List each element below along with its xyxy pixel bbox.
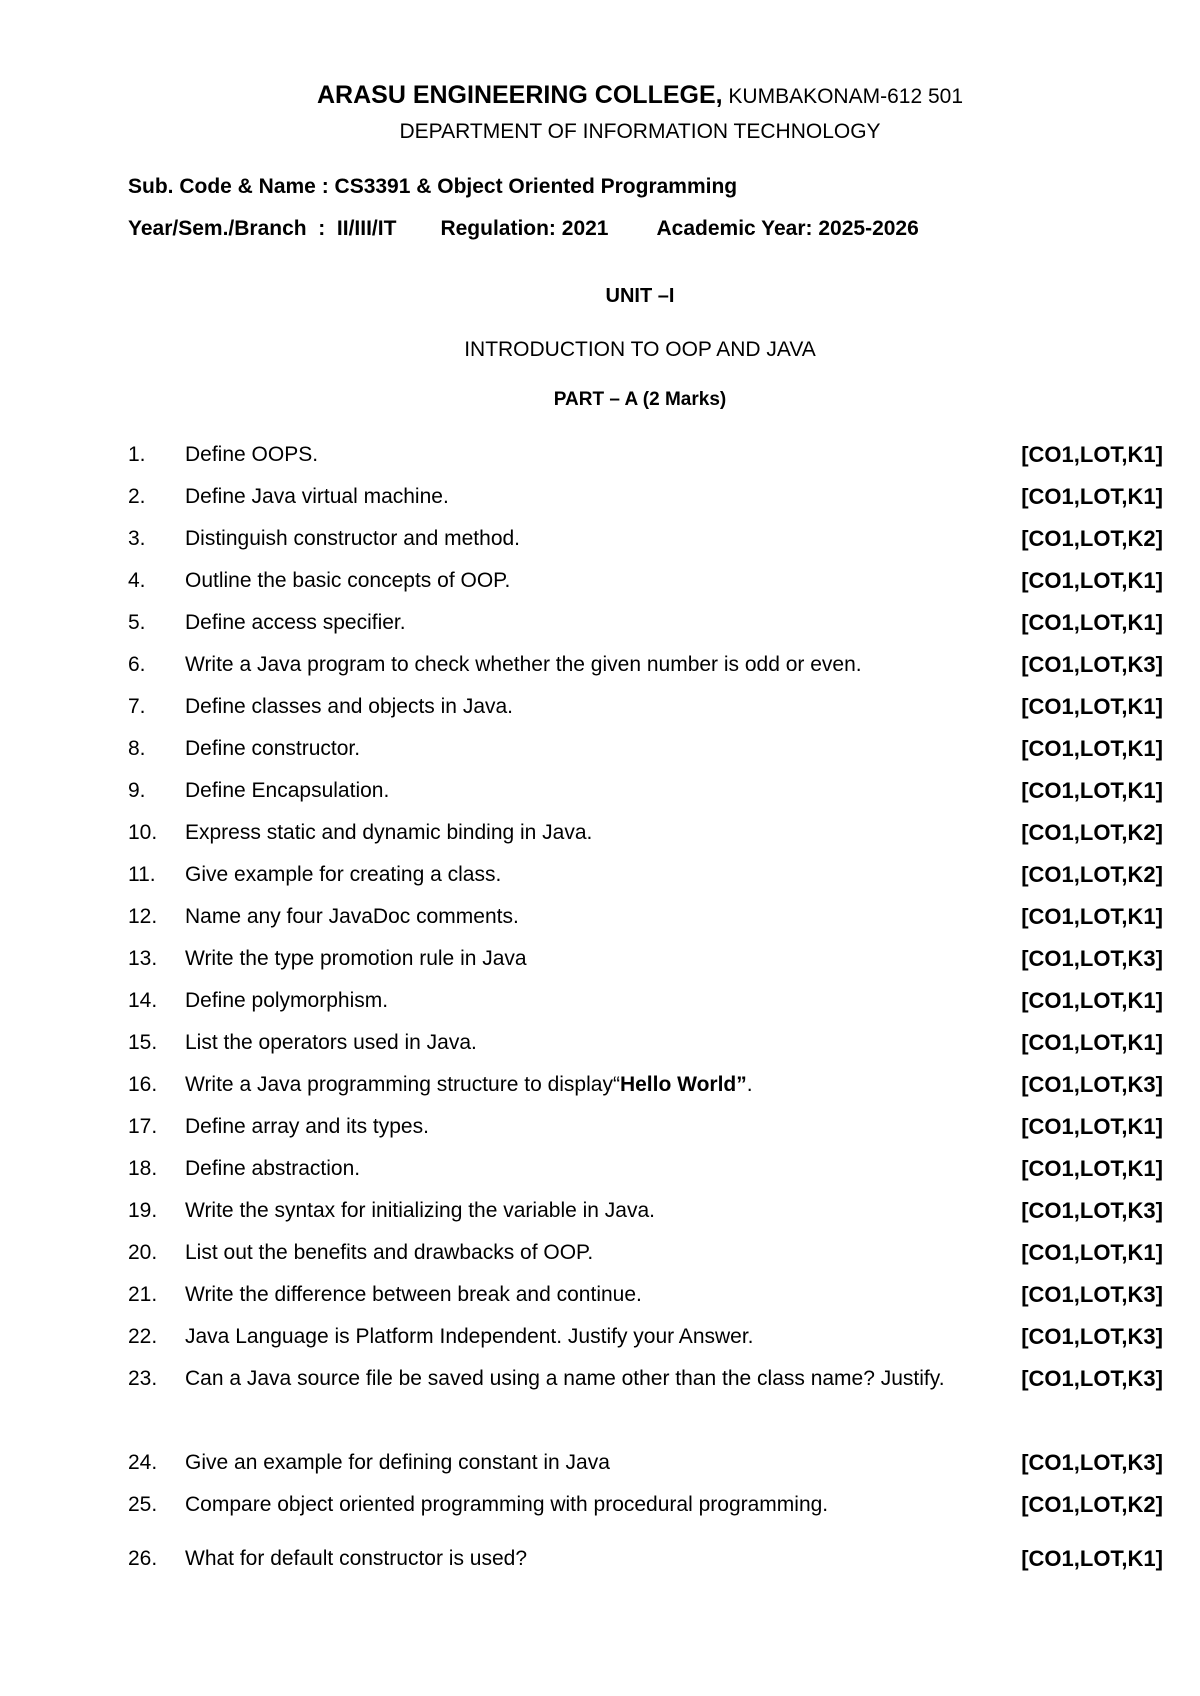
question-number: 13. (128, 947, 158, 970)
question-list (128, 434, 1163, 1580)
college-name: ARASU ENGINEERING COLLEGE, (316, 81, 723, 109)
question-co-tag: [CO1,LOT,K3] (1021, 1072, 1163, 1097)
question-co-tag: [CO1,LOT,K3] (1021, 1450, 1163, 1475)
question-co-tag: [CO1,LOT,K2] (1021, 862, 1163, 887)
question-text (185, 1064, 985, 1106)
question-number: 1. (128, 443, 146, 466)
question-text: Write the syntax for initializing the variable in Java. (185, 1199, 655, 1222)
question-co-tag: [CO1,LOT,K1] (1021, 568, 1163, 593)
question-number: 5. (128, 611, 146, 634)
question-number: 16. (128, 1073, 158, 1096)
unit-title: INTRODUCTION TO OOP AND JAVA (464, 338, 816, 361)
question-item (128, 1316, 1163, 1358)
question-number: 23. (128, 1367, 158, 1390)
subject-line: Sub. Code & Name : CS3391 & Object Oriented Programming (128, 175, 738, 198)
question-number: 14. (128, 989, 158, 1012)
question-item (128, 1484, 1163, 1526)
question-text: Express static and dynamic binding in Java. (185, 821, 593, 844)
department-title: DEPARTMENT OF INFORMATION TECHNOLOGY (399, 120, 881, 143)
academic-year: Academic Year: 2025-2026 (656, 217, 919, 240)
part-heading: PART – A (2 Marks) (553, 389, 727, 410)
question-co-tag: [CO1,LOT,K3] (1021, 652, 1163, 677)
question-item (128, 812, 1163, 854)
question-number: 21. (128, 1283, 158, 1306)
question-item (128, 728, 1163, 770)
question-text: Compare object oriented programming with procedural programming. (185, 1493, 829, 1516)
question-text: Define Java virtual machine. (185, 485, 449, 508)
question-co-tag: [CO1,LOT,K1] (1021, 1240, 1163, 1265)
question-co-tag: [CO1,LOT,K1] (1021, 988, 1163, 1013)
question-item (128, 644, 1163, 686)
question-item (128, 1190, 1163, 1232)
question-text-part: Write a Java programming structure to display“ (185, 1073, 620, 1096)
question-number: 19. (128, 1199, 158, 1222)
question-number: 12. (128, 905, 158, 928)
question-text: Name any four JavaDoc comments. (185, 905, 519, 928)
question-item (128, 1106, 1163, 1148)
question-item (128, 1358, 1163, 1442)
question-text: What for default constructor is used? (185, 1547, 527, 1570)
question-number: 26. (128, 1547, 158, 1570)
question-number: 24. (128, 1451, 158, 1474)
question-item (128, 1022, 1163, 1064)
question-number: 9. (128, 779, 146, 802)
question-number: 17. (128, 1115, 158, 1138)
question-text: List the operators used in Java. (185, 1031, 477, 1054)
year-sem-branch: Year/Sem./Branch : II/III/IT (128, 217, 397, 240)
question-number: 11. (128, 863, 156, 886)
question-co-tag: [CO1,LOT,K1] (1021, 736, 1163, 761)
question-item (128, 770, 1163, 812)
question-item (128, 1232, 1163, 1274)
question-item (128, 602, 1163, 644)
question-text: Give an example for defining constant in Java (185, 1451, 610, 1474)
question-co-tag: [CO1,LOT,K2] (1021, 1492, 1163, 1517)
question-item (128, 1148, 1163, 1190)
question-co-tag: [CO1,LOT,K1] (1021, 1156, 1163, 1181)
question-number: 4. (128, 569, 146, 592)
unit-label: UNIT –I (605, 285, 675, 307)
question-number: 25. (128, 1493, 158, 1516)
question-co-tag: [CO1,LOT,K3] (1021, 1324, 1163, 1349)
question-co-tag: [CO1,LOT,K3] (1021, 1198, 1163, 1223)
question-text: Can a Java source file be saved using a name other than the class name? Justify. (185, 1367, 945, 1390)
question-item (128, 1442, 1163, 1484)
college-location: KUMBAKONAM-612 501 (722, 85, 964, 108)
year-line (128, 215, 919, 243)
question-text: Define array and its types. (185, 1115, 429, 1138)
question-item (128, 980, 1163, 1022)
question-text: List out the benefits and drawbacks of OOP. (185, 1241, 594, 1264)
question-item (128, 896, 1163, 938)
question-text: Define abstraction. (185, 1157, 361, 1180)
question-item (128, 1274, 1163, 1316)
question-text: Give example for creating a class. (185, 863, 502, 886)
question-number: 7. (128, 695, 146, 718)
question-item (128, 686, 1163, 728)
college-header (0, 80, 1200, 112)
question-text-part: . (746, 1073, 753, 1096)
question-item (128, 476, 1163, 518)
question-co-tag: [CO1,LOT,K1] (1021, 610, 1163, 635)
question-item (128, 434, 1163, 476)
question-co-tag: [CO1,LOT,K3] (1021, 1366, 1163, 1391)
question-number: 10. (128, 821, 158, 844)
question-co-tag: [CO1,LOT,K1] (1021, 1114, 1163, 1139)
question-number: 6. (128, 653, 146, 676)
question-item (128, 560, 1163, 602)
question-text: Write a Java program to check whether the given number is odd or even. (185, 653, 862, 676)
question-text-bold: Hello World” (619, 1073, 747, 1096)
question-number: 20. (128, 1241, 158, 1264)
regulation: Regulation: 2021 (440, 217, 609, 240)
question-number: 15. (128, 1031, 158, 1054)
question-number: 3. (128, 527, 146, 550)
question-text: Define constructor. (185, 737, 361, 760)
question-text: Distinguish constructor and method. (185, 527, 521, 550)
question-co-tag: [CO1,LOT,K2] (1021, 526, 1163, 551)
question-number: 8. (128, 737, 146, 760)
question-number: 18. (128, 1157, 158, 1180)
question-text: Java Language is Platform Independent. Justify your Answer. (185, 1325, 754, 1348)
question-text: Define OOPS. (185, 443, 319, 466)
question-co-tag: [CO1,LOT,K3] (1021, 946, 1163, 971)
question-item (128, 518, 1163, 560)
question-number: 22. (128, 1325, 158, 1348)
question-item (128, 938, 1163, 980)
question-item (128, 1538, 1163, 1580)
question-text: Define Encapsulation. (185, 779, 390, 802)
question-text: Outline the basic concepts of OOP. (185, 569, 511, 592)
question-text: Define polymorphism. (185, 989, 389, 1012)
question-text: Define access specifier. (185, 611, 406, 634)
question-item (128, 854, 1163, 896)
question-text: Define classes and objects in Java. (185, 695, 514, 718)
question-number: 2. (128, 485, 146, 508)
question-co-tag: [CO1,LOT,K1] (1021, 778, 1163, 803)
question-text: Write the type promotion rule in Java (185, 947, 527, 970)
question-item (128, 1064, 1163, 1106)
question-co-tag: [CO1,LOT,K1] (1021, 694, 1163, 719)
question-co-tag: [CO1,LOT,K1] (1021, 442, 1163, 467)
question-co-tag: [CO1,LOT,K1] (1021, 1030, 1163, 1055)
question-co-tag: [CO1,LOT,K2] (1021, 820, 1163, 845)
question-co-tag: [CO1,LOT,K3] (1021, 1282, 1163, 1307)
question-text: Write the difference between break and continue. (185, 1283, 642, 1306)
question-co-tag: [CO1,LOT,K1] (1021, 904, 1163, 929)
question-co-tag: [CO1,LOT,K1] (1021, 1546, 1163, 1571)
question-co-tag: [CO1,LOT,K1] (1021, 484, 1163, 509)
